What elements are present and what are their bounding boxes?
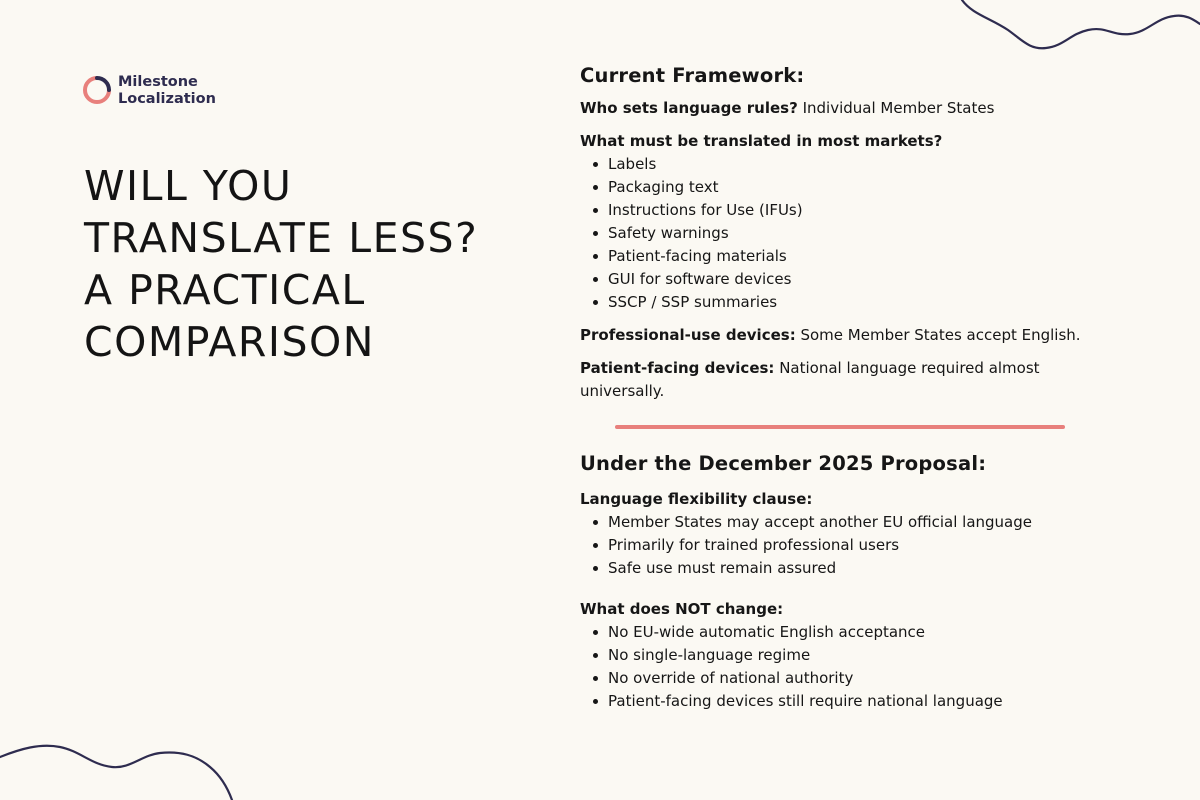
- list-item: Safe use must remain assured: [608, 557, 1120, 580]
- current-framework-title: Current Framework:: [580, 64, 805, 87]
- decorative-squiggle-bottom: [0, 735, 240, 800]
- professional-use-label: Professional-use devices:: [580, 326, 796, 344]
- list-item: Member States may accept another EU official language: [608, 511, 1120, 534]
- brand-name-line1: Milestone: [118, 74, 198, 90]
- title-line-3: A PRACTICAL: [84, 266, 366, 314]
- list-item: SSCP / SSP summaries: [608, 291, 1100, 314]
- decorative-squiggle-top: [960, 0, 1200, 60]
- what-translated-label: What must be translated in most markets?: [580, 132, 943, 150]
- list-item: No single-language regime: [608, 644, 1120, 667]
- what-translated: [580, 130, 1100, 153]
- brand-name-line2: Localization: [118, 91, 216, 107]
- list-item: No EU-wide automatic English acceptance: [608, 621, 1120, 644]
- language-flexibility: [580, 488, 1120, 511]
- professional-use-devices: [580, 324, 1100, 347]
- patient-facing-label: Patient-facing devices:: [580, 359, 775, 377]
- list-item: Patient-facing devices still require national language: [608, 690, 1120, 713]
- professional-use-value: Some Member States accept English.: [800, 326, 1081, 344]
- what-does-not-change-label: What does NOT change:: [580, 600, 784, 618]
- list-item: GUI for software devices: [608, 268, 1100, 291]
- page-title: [84, 160, 554, 368]
- patient-facing-devices: [580, 357, 1100, 403]
- language-flexibility-label: Language flexibility clause:: [580, 490, 813, 508]
- section-divider: [615, 425, 1065, 429]
- no-change-items-list: [580, 621, 1120, 713]
- list-item: No override of national authority: [608, 667, 1120, 690]
- who-sets-rules-label: Who sets language rules?: [580, 99, 798, 117]
- who-sets-rules-value: Individual Member States: [802, 99, 995, 117]
- list-item: Primarily for trained professional users: [608, 534, 1120, 557]
- proposal-title: Under the December 2025 Proposal:: [580, 452, 987, 475]
- current-framework-section: [580, 62, 1100, 403]
- list-item: Patient-facing materials: [608, 245, 1100, 268]
- title-line-2: TRANSLATE LESS?: [84, 214, 479, 262]
- title-line-4: COMPARISON: [84, 318, 375, 366]
- title-line-1: WILL YOU: [84, 162, 293, 210]
- patient-facing-value: National language required almost universally.: [580, 359, 1040, 400]
- milestone-logo-icon: [82, 74, 112, 108]
- what-does-not-change: [580, 598, 1120, 621]
- brand-logo[interactable]: [82, 74, 216, 108]
- list-item: Packaging text: [608, 176, 1100, 199]
- who-sets-rules: [580, 97, 1100, 120]
- brand-name: [118, 74, 216, 108]
- proposal-section: [580, 450, 1120, 713]
- flexibility-items-list: [580, 511, 1120, 580]
- list-item: Safety warnings: [608, 222, 1100, 245]
- list-item: Labels: [608, 153, 1100, 176]
- list-item: Instructions for Use (IFUs): [608, 199, 1100, 222]
- translated-items-list: [580, 153, 1100, 314]
